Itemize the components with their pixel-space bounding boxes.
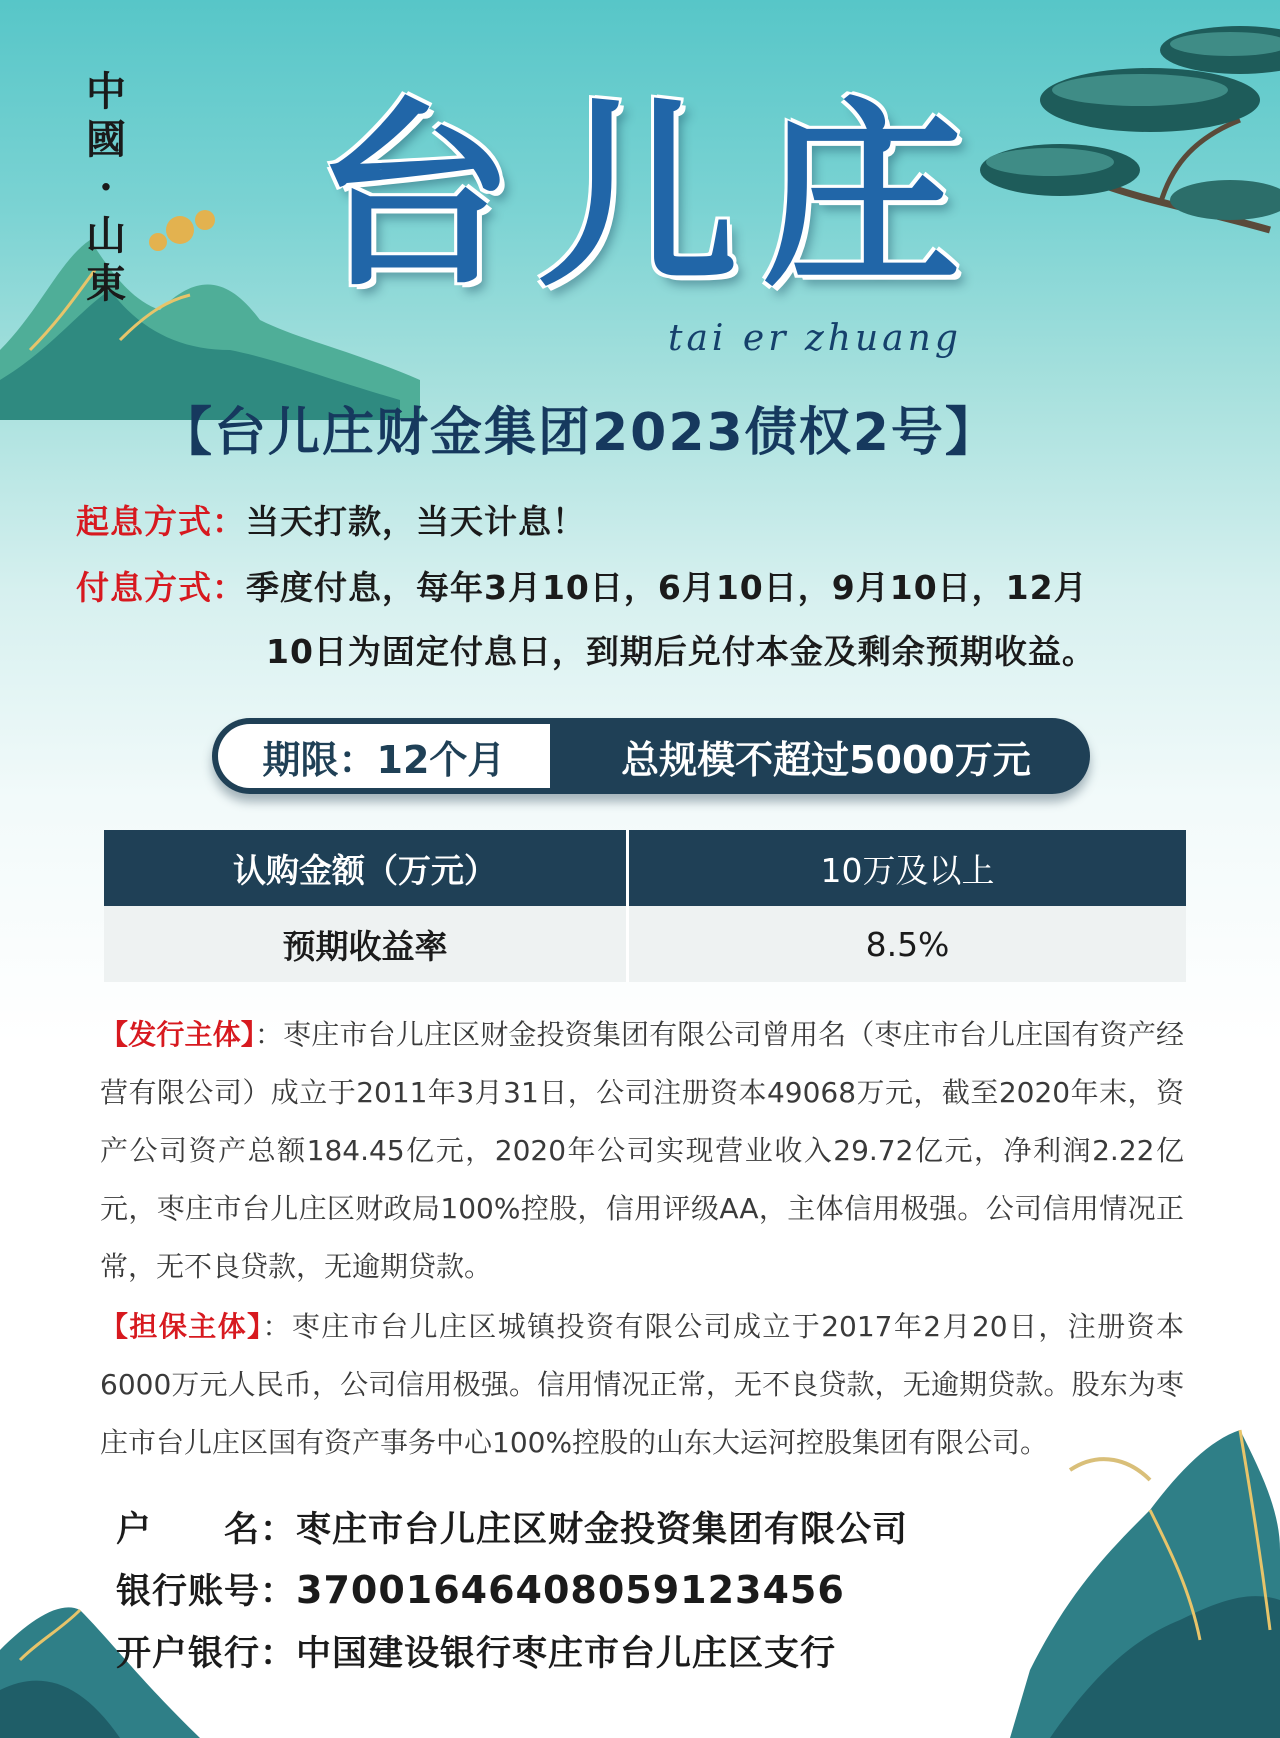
guarantor-paragraph <box>100 1298 1184 1472</box>
account-number-value: 37001646408059123456 <box>296 1568 845 1612</box>
scale-label: 总规模不超过5000万元 <box>621 737 1031 782</box>
payment-label: 付息方式： <box>76 568 246 607</box>
account-name-value: 枣庄市台儿庄区财金投资集团有限公司 <box>296 1510 909 1550</box>
yield-value: 8.5% <box>628 906 1187 982</box>
bank-value: 中国建设银行枣庄市台儿庄区支行 <box>296 1634 837 1674</box>
pinyin-subtitle: tai er zhuang <box>668 318 962 359</box>
interest-start-text: 当天打款，当天计息！ <box>246 502 586 541</box>
account-number-line <box>116 1564 845 1614</box>
seal-char: 中 <box>86 68 126 115</box>
seal-char: 國 <box>86 116 126 163</box>
account-number-label: 银行账号： <box>116 1572 297 1612</box>
table-row <box>104 906 1186 982</box>
seal-char: 山 <box>86 212 126 259</box>
interest-start-label: 起息方式： <box>76 502 246 541</box>
account-name-line <box>116 1502 908 1552</box>
guarantor-text: ：枣庄市台儿庄区城镇投资有限公司成立于2017年2月20日，注册资本6000万元人民币，公司信用极强。信用情况正常，无不良贷款，无逾期贷款。股东为枣庄市台儿庄区国有资产事务中心100%控股的山东大运河控股集团有限公司。 <box>100 1310 1184 1459</box>
payment-line-continued <box>266 626 1096 673</box>
guarantor-tag: 【担保主体】 <box>100 1310 263 1343</box>
product-title: 【台儿庄财金集团2023债权2号】 <box>160 403 999 463</box>
payment-line <box>76 562 1088 609</box>
seal-char: · <box>99 164 113 211</box>
term-scale-banner <box>212 718 1090 794</box>
term-label: 期限：12个月 <box>218 724 550 788</box>
yield-label: 预期收益率 <box>104 906 628 982</box>
bank-line <box>116 1626 836 1676</box>
issuer-text: ：枣庄市台儿庄区财金投资集团有限公司曾用名（枣庄市台儿庄国有资产经营有限公司）成立于2011年3月31日，公司注册资本49068万元，截至2020年末，资产公司资产总额184.45亿元，2020年公司实现营业收入29.72亿元，净利润2.22亿元，枣庄市台儿庄区财政局100%控股，信用评级AA，主体信用极强。公司信用情况正常，无不良贷款，无逾期贷款。 <box>100 1018 1184 1283</box>
china-shandong-seal <box>84 68 128 308</box>
table-header-value: 10万及以上 <box>628 830 1187 906</box>
payment-text: 季度付息，每年3月10日，6月10日，9月10日，12月 <box>246 568 1088 607</box>
bank-label: 开户银行： <box>116 1634 297 1674</box>
table-header-label: 认购金额（万元） <box>104 830 628 906</box>
seal-char: 東 <box>86 260 126 307</box>
issuer-tag: 【发行主体】 <box>100 1018 255 1051</box>
payment-text-continued: 10日为固定付息日，到期后兑付本金及剩余预期收益。 <box>266 632 1096 671</box>
table-header-row <box>104 830 1186 906</box>
interest-start-line <box>76 496 586 543</box>
issuer-paragraph <box>100 1006 1184 1296</box>
account-name-label: 户 名： <box>116 1510 297 1550</box>
subscription-table <box>104 830 1186 982</box>
main-title: 台儿庄 <box>313 79 986 314</box>
right-mountain-illustration <box>1010 1430 1280 1738</box>
